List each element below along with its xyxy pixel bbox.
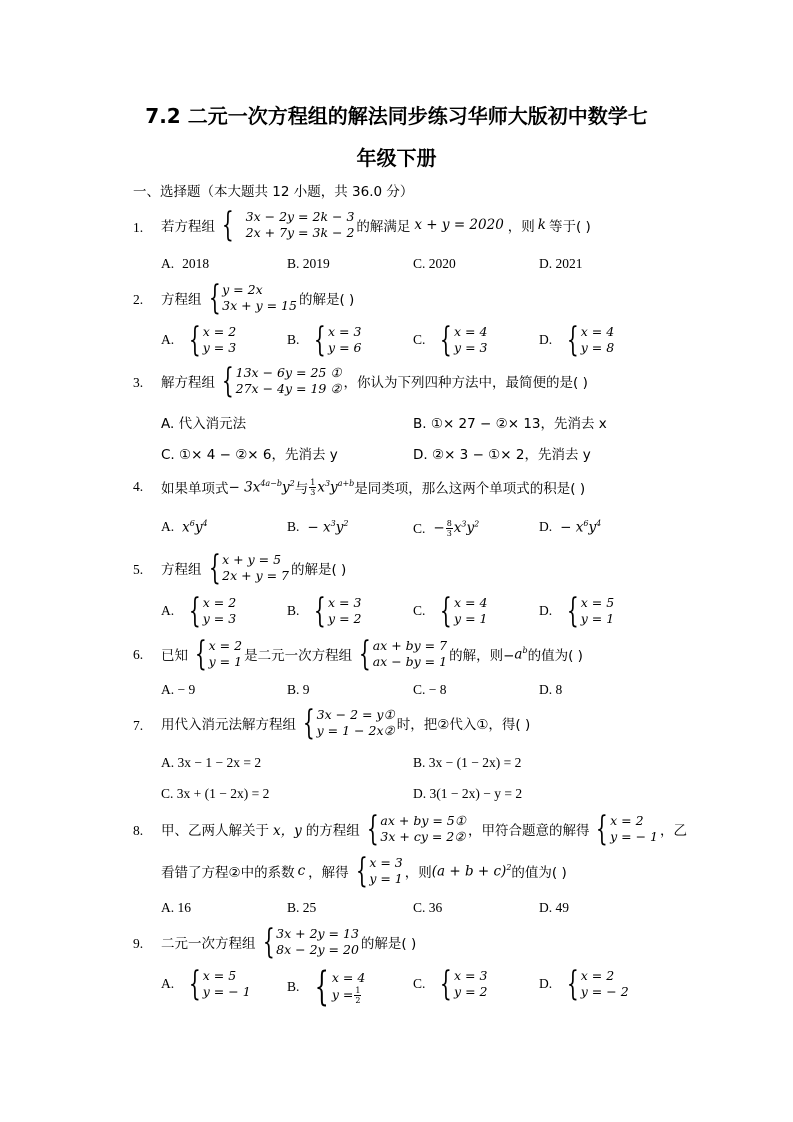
option-d[interactable]: D. { x = 2 y = − 2 — [539, 964, 629, 1004]
option-b[interactable]: B. − $x^3y^2$ — [287, 519, 349, 536]
option-b[interactable]: B. 25 — [287, 900, 317, 915]
question-text: 时，把②代入①，得( ) — [396, 717, 531, 733]
question-text: 用代入消元法解方程组 — [161, 717, 296, 733]
option-a[interactable]: A. { x = 5 y = − 1 — [161, 964, 251, 1004]
question-text: 的方程组 — [305, 823, 360, 839]
option-b[interactable]: B. { x = 4 y = $\frac{1}{2}$ — [287, 964, 366, 1010]
option-a[interactable]: A. 16 — [161, 900, 191, 915]
option-d[interactable]: D. 2021 — [539, 256, 583, 271]
question-number: 6. — [133, 647, 144, 662]
option-c[interactable]: C. ①× 4 − ②× 6，先消去 y — [161, 447, 338, 463]
question-text: ，乙 — [660, 823, 687, 839]
question-text: 与 — [294, 481, 309, 497]
option-c[interactable]: C. 3x + (1 − 2x) = 2 — [161, 786, 270, 801]
option-b[interactable]: B. ①× 27 − ②× 13，先消去 x — [413, 416, 607, 432]
question-text: 是二元一次方程组 — [244, 648, 353, 664]
question-number: 3. — [133, 375, 144, 390]
equation-system: { 3x − 2 = y① y = 1 − 2x② — [302, 703, 395, 743]
question-number: 9. — [133, 936, 144, 951]
option-c[interactable]: C. { x = 3 y = 2 — [413, 964, 488, 1004]
question-text: ，甲符合题意的解得 — [467, 823, 590, 839]
question-number: 4. — [133, 479, 144, 494]
option-b[interactable]: B. 3x − (1 − 2x) = 2 — [413, 755, 522, 770]
question-text: 的解满足 — [356, 219, 411, 235]
option-c[interactable]: C. 36 — [413, 900, 443, 915]
question-number: 7. — [133, 718, 144, 733]
option-d[interactable]: D. − $x^6y^4$ — [539, 519, 602, 536]
option-c[interactable]: C. − 8 — [413, 682, 447, 697]
question-text: 的解，则− — [449, 648, 515, 664]
solution-system: { x = 2 y = 1 — [194, 634, 243, 674]
option-d[interactable]: D. { x = 4 y = 8 — [539, 320, 615, 360]
question-text: 方程组 — [161, 562, 202, 578]
option-a[interactable]: A. { x = 2 y = 3 — [161, 320, 237, 360]
option-a[interactable]: A. $x^6y^4$ — [161, 519, 208, 536]
option-d[interactable]: D. 8 — [539, 682, 563, 697]
option-a[interactable]: A. − 9 — [161, 682, 196, 697]
question-text: 等于( ) — [548, 219, 591, 235]
question-text: ，则 — [507, 219, 535, 235]
equation-system: { x + y = 5 2x + y = 7 — [208, 548, 289, 588]
equation-system: { ax + by = 5① 3x + cy = 2② — [366, 809, 466, 849]
option-a[interactable]: A. 3x − 1 − 2x = 2 — [161, 755, 262, 770]
option-d[interactable]: D. ②× 3 − ①× 2，先消去 y — [413, 447, 591, 463]
question-text: 是同类项，那么这两个单项式的积是( ) — [354, 481, 586, 497]
question-text: 的解是( ) — [298, 292, 355, 308]
question-text: ，你认为下列四种方法中，最简便的是( ) — [343, 375, 588, 391]
option-b[interactable]: B. 9 — [287, 682, 310, 697]
question-text: 若方程组 — [161, 219, 215, 235]
page-title-line1: 7.2 二元一次方程组的解法同步练习华师大版初中数学七 — [145, 104, 648, 128]
question-text: 如果单项式 — [161, 481, 229, 497]
question-text: 已知 — [161, 648, 188, 664]
option-a[interactable]: A. 2018 — [161, 256, 210, 271]
math-variables: x，y — [273, 823, 302, 839]
option-d[interactable]: D. { x = 5 y = 1 — [539, 591, 615, 631]
page-title-line2: 年级下册 — [356, 146, 437, 170]
equation-system: { ax + by = 7 ax − by = 1 — [358, 634, 448, 674]
monomial-2: $x^3y^{a+b}$ — [317, 478, 355, 496]
solution-system: { x = 3 y = 1 — [355, 851, 403, 891]
question-text: 的解是( ) — [360, 936, 417, 952]
question-number: 5. — [133, 562, 144, 577]
solution-system: { x = 2 y = − 1 — [596, 809, 658, 849]
question-text: 二元一次方程组 — [161, 936, 256, 952]
equation-system: { 13x − 6y = 25 ① 27x − 4y = 19 ② — [221, 361, 342, 401]
equation-system: { 3x + 2y = 13 8x − 2y = 20 — [262, 922, 359, 962]
question-number: 8. — [133, 823, 144, 838]
question-text: 的解是( ) — [291, 562, 347, 578]
option-c[interactable]: C. 2020 — [413, 256, 456, 271]
question-text: 方程组 — [161, 292, 202, 308]
equation-row: 2x + 7y = 3k − 2 — [245, 225, 355, 240]
option-c[interactable]: C. { x = 4 y = 3 — [413, 320, 488, 360]
option-c[interactable]: C. − $\frac{8}{3}$ $x^3y^2$ — [413, 519, 480, 538]
option-d[interactable]: D. 3(1 − 2x) − y = 2 — [413, 786, 523, 801]
question-number: 2. — [133, 292, 144, 307]
option-b[interactable]: B. 2019 — [287, 256, 330, 271]
section-heading: 一、选择题（本大题共 12 小题，共 36.0 分） — [133, 184, 414, 200]
option-a[interactable]: A. 代入消元法 — [161, 416, 247, 432]
equation-row: 3x − 2y = 2k − 3 — [245, 209, 355, 224]
question-text: 甲、乙两人解关于 — [161, 823, 269, 839]
question-text: 解方程组 — [161, 375, 215, 391]
math-variable: k — [537, 217, 546, 233]
equation-system: { 3x − 2y = 2k − 3 2x + 7y = 3k − 2 — [221, 205, 355, 245]
equation-system: { y = 2x 3x + y = 15 — [208, 278, 297, 318]
monomial-1: − $3x^{4a-b}y^2$ — [228, 478, 295, 496]
math-variable: c — [297, 863, 306, 879]
question-text: 的值为( ) — [527, 648, 583, 664]
option-b[interactable]: B. { x = 3 y = 2 — [287, 591, 362, 631]
option-d[interactable]: D. 49 — [539, 900, 569, 915]
question-text: 看错了方程②中的系数 — [161, 865, 295, 881]
question-text: ，解得 — [308, 865, 349, 881]
math-condition: x + y = 2020 — [414, 217, 504, 233]
option-a[interactable]: A. { x = 2 y = 3 — [161, 591, 237, 631]
option-c[interactable]: C. { x = 4 y = 1 — [413, 591, 488, 631]
question-number: 1. — [133, 220, 144, 235]
question-text: ，则 — [404, 865, 432, 881]
option-b[interactable]: B. { x = 3 y = 6 — [287, 320, 362, 360]
question-text: 的值为( ) — [511, 865, 567, 881]
